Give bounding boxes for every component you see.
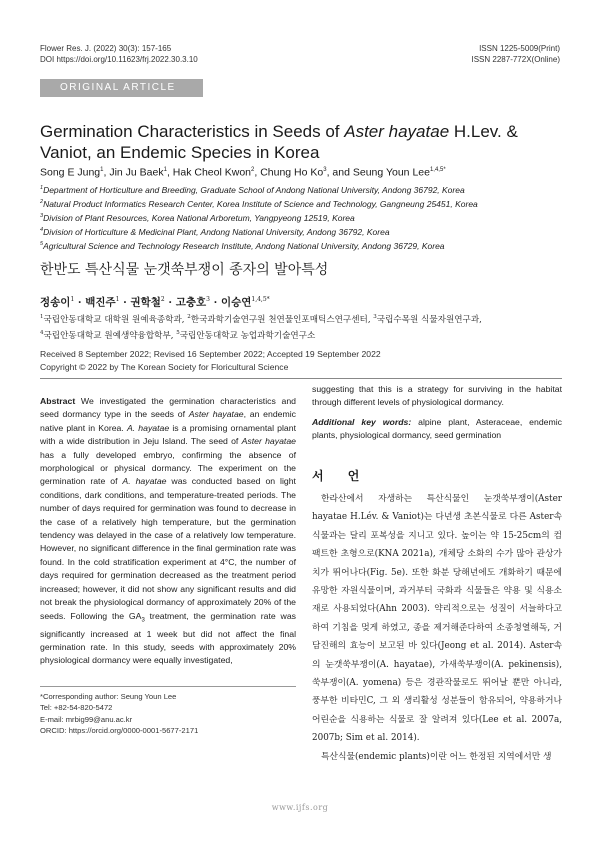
issn-online: ISSN 2287-772X(Online) <box>471 55 560 64</box>
title-text: Germination Characteristics in Seeds of <box>40 122 345 141</box>
author-list: Song E Jung$^1$, Jin Ju Baek$^1$, Hak Cheol Kwon$^2$, Chung Ho Ko$^3$, and Seung Youn Lee$^{1,4,5*}$ <box>40 166 446 179</box>
abstract-column <box>40 395 296 668</box>
author: Seung Youn Lee <box>352 166 430 179</box>
article-type-badge: ORIGINAL ARTICLE <box>40 79 203 97</box>
section-heading-introduction: 서 언 <box>312 469 370 483</box>
author: Hak Cheol Kwon <box>172 166 252 179</box>
keywords: Additional key words: alpine plant, Asteraceae, endemic plants, physiological dormancy, seed germination <box>312 416 563 441</box>
received-line: Received 8 September 2022; Revised 16 September 2022; Accepted 19 September 2022 <box>40 349 381 359</box>
orcid-link[interactable]: ORCID: https://orcid.org/0000-0001-5677-2171 <box>40 726 199 736</box>
abstract-cont-text: suggesting that this is a strategy for surviving in the habitat through different levels of physiological dormancy. <box>312 384 562 408</box>
issn-header <box>472 43 561 65</box>
keywords-heading: Additional key words: <box>312 416 412 427</box>
footnote-divider <box>40 686 296 687</box>
affiliation: $^3$Division of Plant Resources, Korea National Arboretum, Yangpyeong 12519, Korea <box>40 212 355 223</box>
abstract-text: Abstract We investigated the germination characteristics and seed dormancy type in the seeds of Aster hayatae, an endemic native plant in Korea. A. hayatae is a promising ornamental plant with a wide distribution in Jeju Island. The seed of Aster hayatae has a fully developed embryo, confirming the absence of morphological or physical dormancy. The experiment on the germination rate of A. hayatae was conducted based on light conditions, dark conditions, and temperature-treated periods. The number of days required for germination was found to decrease in the case of a relatively high temperature, but the germination tendency was delayed in the case of a relatively low temperature. However, no significant difference in the final germination rate was found. In the cold stratification experiment at 4°C, the number of days required for germination decreased as the treatment period increased; however, it did not show any significant results and did not break the physiological dormancy of approximately 20% of the seeds. Following the $GA_3$ treatment, the germination rate was significantly increased at 1 week but did not affect the final germination rate. In this study, seeds with approximately 20% physiological dormancy were equally investigated, <box>40 396 296 666</box>
author-sup: 1,4,5* <box>429 167 446 173</box>
author: Song E Jung <box>40 166 101 179</box>
affiliation: $^5$Agricultural Science and Technology Research Institute, Andong National University, Andong 36729, Korea <box>40 240 445 251</box>
author: Chung Ho Ko <box>260 166 324 179</box>
affiliation: $^4$Division of Horticulture & Medicinal Plant, Andong National University, Andong 36792, Korea <box>40 226 390 237</box>
korean-title: 한반도 특산식물 눈갯쑥부쟁이 종자의 발아특성 <box>40 262 329 278</box>
abstract-continuation <box>312 383 562 443</box>
paragraph: 특산식물(endemic plants)이란 어느 한정된 지역에서만 생 <box>321 751 552 762</box>
abstract-heading: Abstract <box>40 396 76 406</box>
author-sup: 1 <box>163 167 167 173</box>
corresponding-author: *Corresponding author: Seung Youn Lee <box>40 692 177 701</box>
site-footer[interactable]: www.ijfs.org <box>271 803 329 812</box>
author-sup: 3 <box>323 167 327 173</box>
issn-print: ISSN 1225-5009(Print) <box>479 44 560 53</box>
affiliation-list <box>40 182 478 252</box>
korean-author-list: 정송이$^1$ · 백진주$^1$ · 권학철$^2$ · 고충호$^3$ · 이승연$^{1,4,5*}$ <box>40 296 270 309</box>
introduction-body <box>312 490 562 766</box>
affiliation: $^1$Department of Horticulture and Breeding, Graduate School of Andong National University, Andong 36792, Korea <box>40 184 465 195</box>
journal-header <box>40 43 198 65</box>
phone: Tel: +82-54-820-5472 <box>40 703 113 713</box>
author-sup: 2 <box>251 167 255 173</box>
title-species: Aster hayatae <box>344 122 450 141</box>
affiliation: $^2$Natural Product Informatics Research Center, Korea Institute of Science and Technology, Gangneung 25451, Korea <box>40 198 478 209</box>
corresponding-author-footnote <box>40 691 198 737</box>
divider <box>40 378 562 379</box>
copyright-line: Copyright © 2022 by The Korean Society for Floricultural Science <box>40 362 289 372</box>
author-sup: 1 <box>100 167 104 173</box>
author: Jin Ju Baek <box>109 166 164 179</box>
email-link[interactable]: E-mail: mrbig99@anu.ac.kr <box>40 714 133 724</box>
korean-affiliations: $^1$국립안동대학교 대학원 원예육종학과, $^2$한국과학기술연구원 천연물인포매틱스연구센터, $^3$국립수목원 식물자원연구과, $^4$국립안동대학교 원예생약융합학부, $^5$국립안동대학교 농업과학기술연구소 <box>40 314 482 341</box>
title-text-end: H.Lev. & Vaniot, an Endemic Species in Korea <box>40 122 518 162</box>
journal-citation: Flower Res. J. (2022) 30(3): 157-165 <box>40 44 172 53</box>
article-dates <box>40 348 381 374</box>
paper-title <box>40 121 565 163</box>
paragraph: 한라산에서 자생하는 특산식물인 눈갯쑥부쟁이(Aster hayatae H.Lév. & Vaniot)는 다년생 초본식물로 다른 Aster속 식물과는 달리 포복성을 지니고 있다. 높이는 약 15-25cm의 컴팩트한 초형으로(KNA 2021a), 개체당 소화의 수가 많아 관상가치가 뛰어나다(Fig. 5e). 또한 화분 당해년에도 개화하기 때문에 유망한 자원식물이며, 과거부터 국화과 식물들은 약용 및 식용소재로 사용되었다(Ahn 2003). 약리적으로는 성질이 서늘하다고하여 기침을 멎게 하였고, 종을 제거해준다하여 소종청열해독, 거담진해의 효능이 보고된 바 있다(Jeong et al. 2014). Aster속의 눈갯쑥부쟁이(A. hayatae), 가새쑥부쟁이(A. pekinensis), 쑥부쟁이(A. yomena) 등은 경관작물로도 뛰어날 뿐만 아니라, 풍부한 비타민C, 그 외 생리활성 성분들이 함유되어, 약용하거나 어린순을 식용하는 식물로 잘 알려져 있다(Lee et al. 2007a, 2007b; Sim et al. 2014). <box>312 494 562 744</box>
doi-link[interactable]: DOI https://doi.org/10.11623/frj.2022.30.3.10 <box>40 55 198 64</box>
